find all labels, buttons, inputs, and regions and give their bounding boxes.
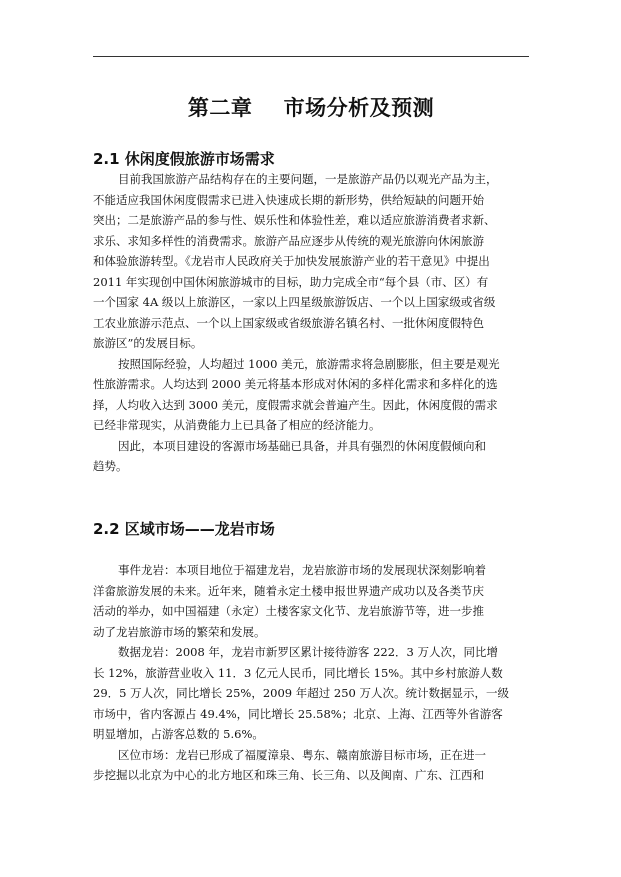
paragraph-line: 突出；二是旅游产品的参与性、娱乐性和体验性差，难以适应旅游消费者求新、 — [93, 213, 496, 227]
section-heading-2-1: 2.1 休闲度假旅游市场需求 — [93, 150, 275, 168]
section-body-2-2 — [93, 560, 529, 786]
paragraph-line: 明显增加，占游客总数的 5.6%。 — [93, 727, 264, 741]
section-heading-2-2: 2.2 区域市场——龙岩市场 — [93, 520, 275, 538]
chapter-title: 第二章 市场分析及预测 — [187, 96, 435, 120]
paragraph-line: 因此，本项目建设的客源市场基础已具备，并具有强烈的休闲度假倾向和 — [118, 438, 486, 453]
paragraph-line: 已经非常现实，从消费能力上已具备了相应的经济能力。 — [93, 418, 381, 432]
paragraph-line: 区位市场：龙岩已形成了福厦漳泉、粤东、赣南旅游目标市场，正在进一 — [118, 747, 486, 762]
header-rule — [93, 56, 529, 57]
paragraph-line: 择，人均收入达到 3000 美元，度假需求就会普遍产生。因此，休闲度假的需求 — [93, 397, 498, 412]
paragraph-line: 2011 年实现创中国休闲旅游城市的目标，助力完成全市“每个县（市、区）有 — [93, 274, 489, 289]
paragraph-line: 事件龙岩：本项目地位于福建龙岩，龙岩旅游市场的发展现状深刻影响着 — [118, 563, 486, 577]
paragraph-line: 目前我国旅游产品结构存在的主要问题，一是旅游产品仍以观光产品为主， — [118, 172, 498, 186]
paragraph-line: 洋畲旅游发展的未来。近年来，随着永定土楼申报世界遗产成功以及各类节庆 — [93, 583, 484, 598]
paragraph-line: 动了龙岩旅游市场的繁荣和发展。 — [93, 624, 266, 639]
paragraph-line: 趋势。 — [93, 459, 128, 473]
section-body-2-1 — [93, 169, 529, 477]
paragraph-line: 和体验旅游转型。《龙岩市人民政府关于加快发展旅游产业的若干意见》中提出 — [93, 254, 490, 268]
paragraph-line: 市场中，省内客源占 49.4%，同比增长 25.58%；北京、上海、江西等外省游客 — [93, 706, 503, 721]
paragraph-line: 活动的举办，如中国福建（永定）土楼客家文化节、龙岩旅游节等，进一步推 — [93, 604, 484, 618]
paragraph-line: 不能适应我国休闲度假需求已进入快速成长期的新形势，供给短缺的问题开始 — [93, 192, 484, 207]
paragraph-line: 工农业旅游示范点、一个以上国家级或省级旅游名镇名村、一批休闲度假特色 — [93, 315, 484, 330]
paragraph-line: 步挖掘以北京为中心的北方地区和珠三角、长三角、以及闽南、广东、江西和 — [93, 768, 484, 782]
paragraph-line: 长 12%，旅游营业收入 11．3 亿元人民币，同比增长 15%。其中乡村旅游人数 — [93, 665, 503, 680]
paragraph-line: 29．5 万人次，同比增长 25%，2009 年超过 250 万人次。统计数据显示，一级 — [93, 686, 510, 700]
paragraph-line: 按照国际经验，人均超过 1000 美元，旅游需求将急剧膨胀，但主要是观光 — [118, 356, 500, 371]
paragraph-line: 旅游区”的发展目标。 — [93, 336, 203, 350]
paragraph-line: 数据龙岩：2008 年，龙岩市新罗区累计接待游客 222．3 万人次，同比增 — [118, 645, 498, 659]
paragraph-line: 求乐、求知多样性的消费需求。旅游产品应逐步从传统的观光旅游向休闲旅游 — [93, 233, 484, 248]
paragraph-line: 一个国家 4A 级以上旅游区，一家以上四星级旅游饭店、一个以上国家级或省级 — [93, 295, 496, 309]
paragraph-line: 性旅游需求。人均达到 2000 美元将基本形成对休闲的多样化需求和多样化的选 — [93, 377, 498, 391]
